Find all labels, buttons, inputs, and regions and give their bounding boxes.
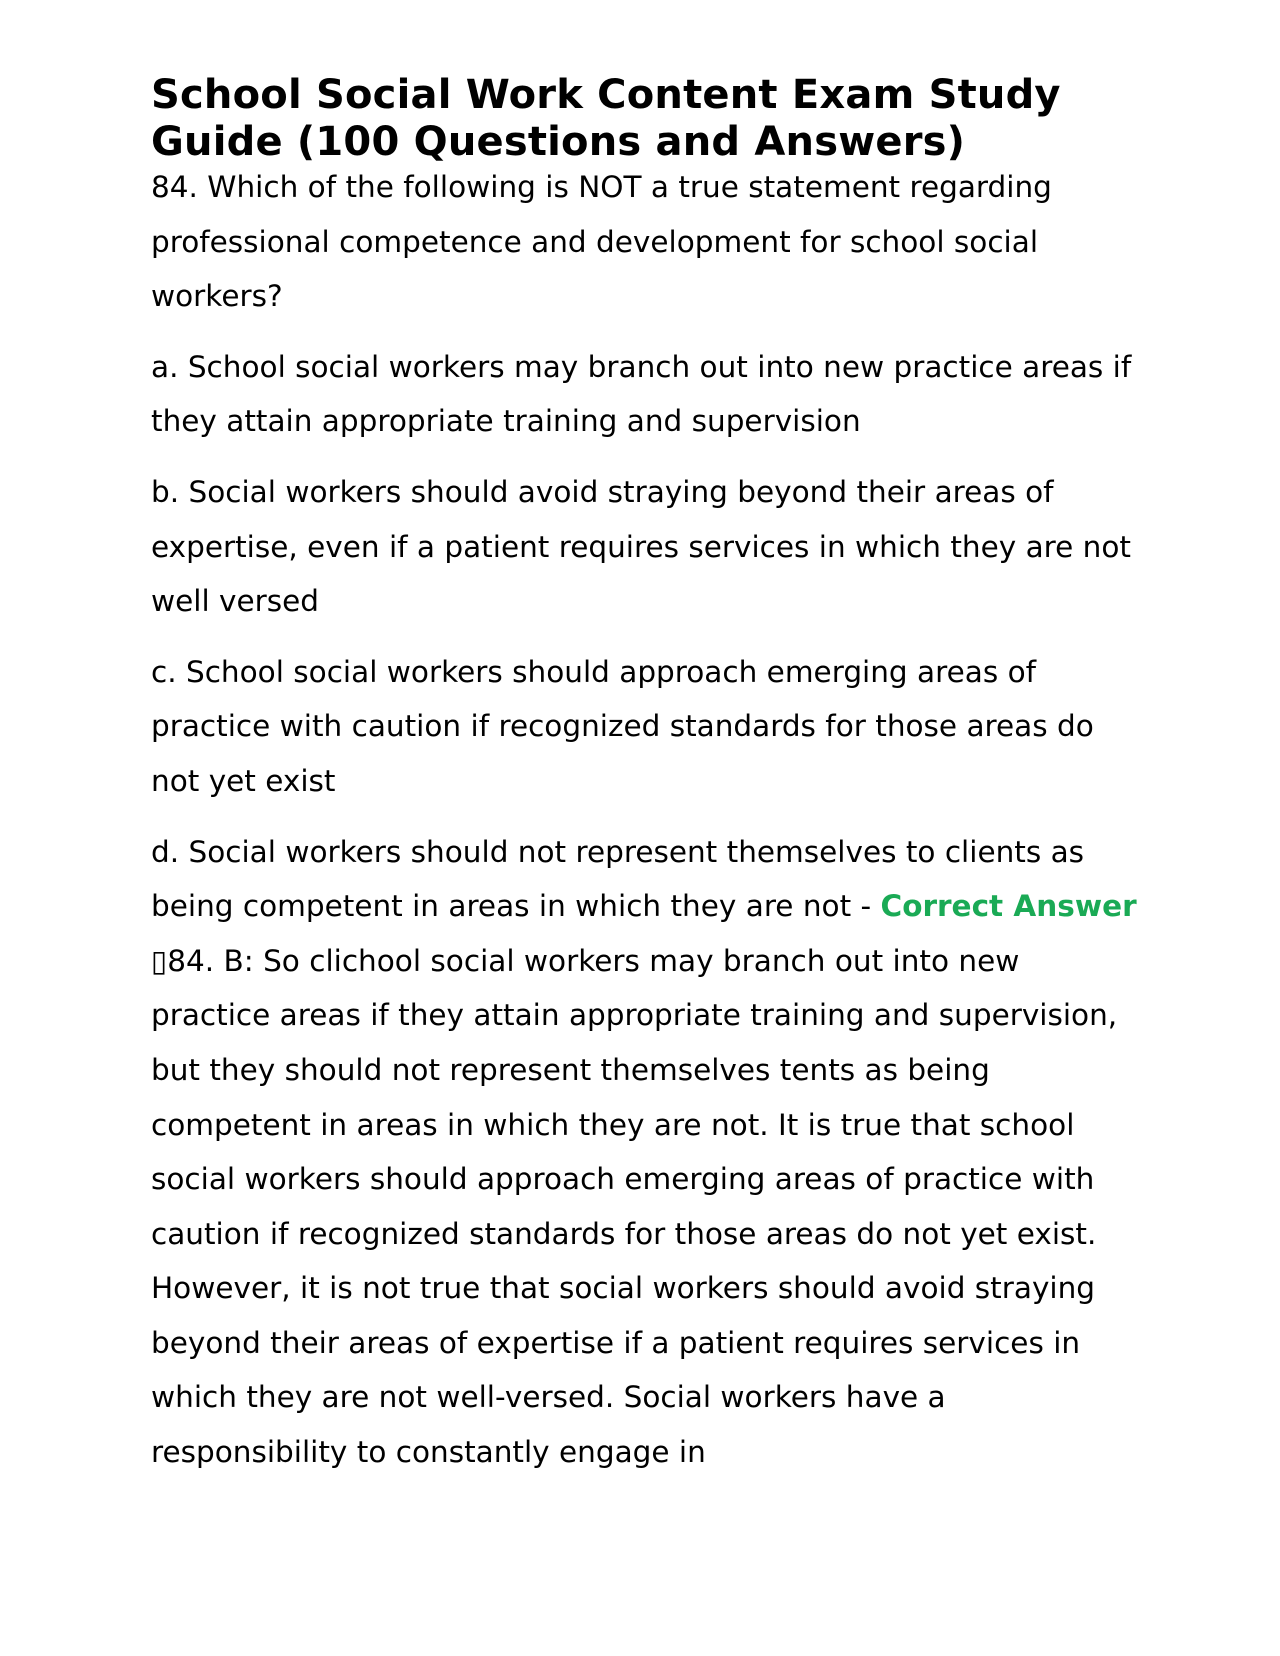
option-a: a. School social workers may branch out into new practice areas if they attain appropriate training and supervision	[151, 349, 1132, 439]
option-c: c. School social workers should approach emerging areas of practice with caution if recognized standards for those areas do not yet exist	[151, 654, 1094, 798]
document-title: School Social Work Content Exam Study Guide (100 Questions and Answers)	[151, 72, 1061, 165]
correct-answer-label: Correct Answer	[880, 889, 1137, 924]
document-page	[151, 72, 1141, 1496]
question-text: 84. Which of the following is NOT a true statement regarding professional competence and development for school social workers?	[151, 170, 1052, 314]
option-d: d. Social workers should not represent themselves to clients as being competent in areas in which they are not -	[151, 834, 1085, 924]
answer-explanation: ▯84. B: So clichool social workers may branch out into new practice areas if they attain appropriate training and supervision, but they should not represent themselves tents as being competent in areas in which they are not. It is true that school social workers should approach emerging areas of practice with caution if recognized standards for those areas do not yet exist. However, it is not true that social workers should avoid straying beyond their areas of expertise if a patient requires services in which they are not well-versed. Social workers have a responsibility to constantly engage in	[151, 943, 1118, 1470]
option-d-with-answer	[151, 825, 1141, 1480]
option-b: b. Social workers should avoid straying beyond their areas of expertise, even if a patient requires services in which they are not well versed	[151, 474, 1131, 619]
